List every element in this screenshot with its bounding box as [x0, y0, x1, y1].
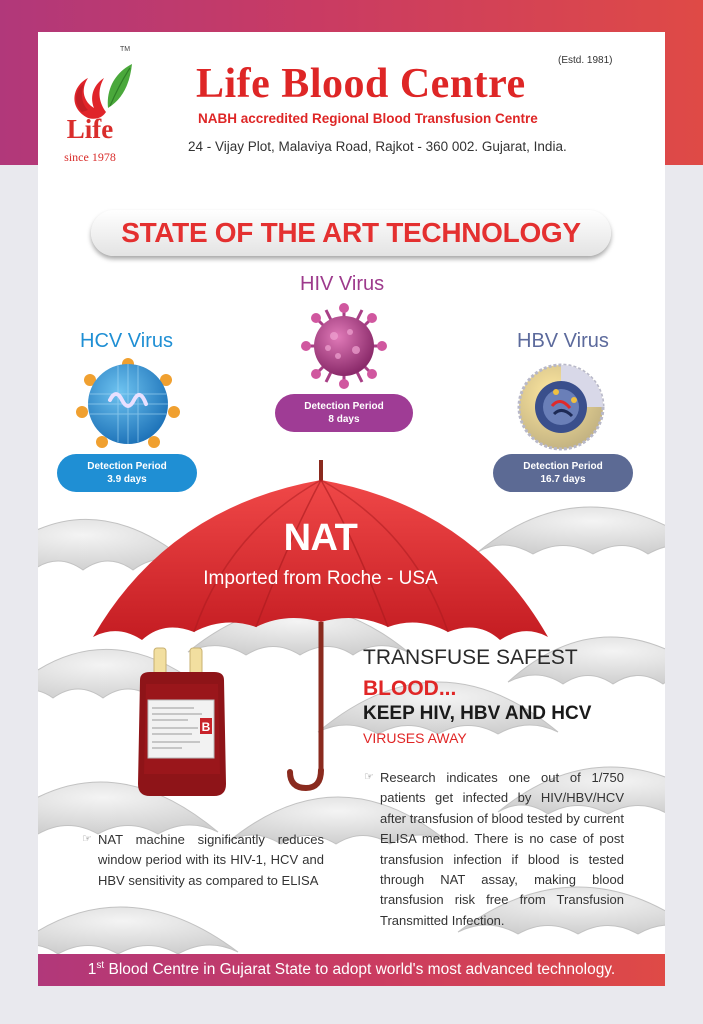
organization-name: Life Blood Centre: [196, 61, 526, 107]
hiv-detection-days: 8 days: [328, 414, 360, 425]
hbv-virus-icon: [516, 362, 606, 452]
nat-origin: Imported from Roche - USA: [203, 568, 438, 589]
address: 24 - Vijay Plot, Malaviya Road, Rajkot - 360 002. Gujarat, India.: [188, 139, 567, 154]
accreditation-tagline: NABH accredited Regional Blood Transfusion Centre: [198, 111, 538, 126]
poster: [38, 32, 665, 985]
research-paragraph: Research indicates one out of 1/750 patients get infected by HIV/HBV/HCV after transfusion of blood tested by current ELISA method. There is no case of post transfusion infection if blood is tested through NAT assay, making blood transfusion risk free from Transfusion Transmitted Infection.: [380, 770, 624, 928]
hcv-virus-title: HCV Virus: [80, 330, 173, 352]
pointing-hand-icon: ☞: [82, 833, 92, 845]
hcv-detection-days: 3.9 days: [107, 474, 147, 485]
hiv-detection-label: Detection Period: [304, 401, 384, 412]
logo-since: since 1978: [64, 150, 116, 164]
technology-banner: STATE OF THE ART TECHNOLOGY: [91, 210, 611, 256]
trademark-symbol: TM: [120, 46, 131, 53]
message-line-3: KEEP HIV, HBV AND HCV: [363, 703, 592, 724]
hbv-virus-title: HBV Virus: [517, 330, 609, 352]
logo-wordmark: Life: [66, 114, 114, 144]
nat-title: NAT: [283, 517, 358, 559]
message-line-1: TRANSFUSE SAFEST: [363, 646, 578, 669]
hbv-detection-days: 16.7 days: [540, 474, 586, 485]
pointing-hand-icon: ☞: [364, 771, 374, 783]
blood-bag-icon: [132, 644, 232, 800]
footer-ordinal: 1: [87, 961, 97, 978]
hcv-virus-icon: [76, 358, 180, 450]
message-line-4: VIRUSES AWAY: [363, 730, 467, 746]
message-line-2: BLOOD...: [363, 677, 457, 700]
established-year: (Estd. 1981): [558, 55, 613, 66]
hcv-detection-label: Detection Period: [87, 461, 167, 472]
nat-machine-paragraph: NAT machine significantly reduces window period with its HIV-1, HCV and HBV sensitivity as compared to ELISA: [98, 832, 324, 888]
hiv-virus-title: HIV Virus: [300, 273, 385, 295]
footer-banner: [38, 954, 665, 986]
footer-ordinal-suffix: st: [96, 959, 105, 971]
blood-group-letter: B: [201, 720, 211, 734]
hiv-virus-icon: [294, 300, 394, 392]
hbv-detection-label: Detection Period: [523, 461, 603, 472]
hiv-detection-badge: [275, 394, 413, 432]
footer-text: Blood Centre in Gujarat State to adopt world's most advanced technology.: [108, 961, 616, 978]
